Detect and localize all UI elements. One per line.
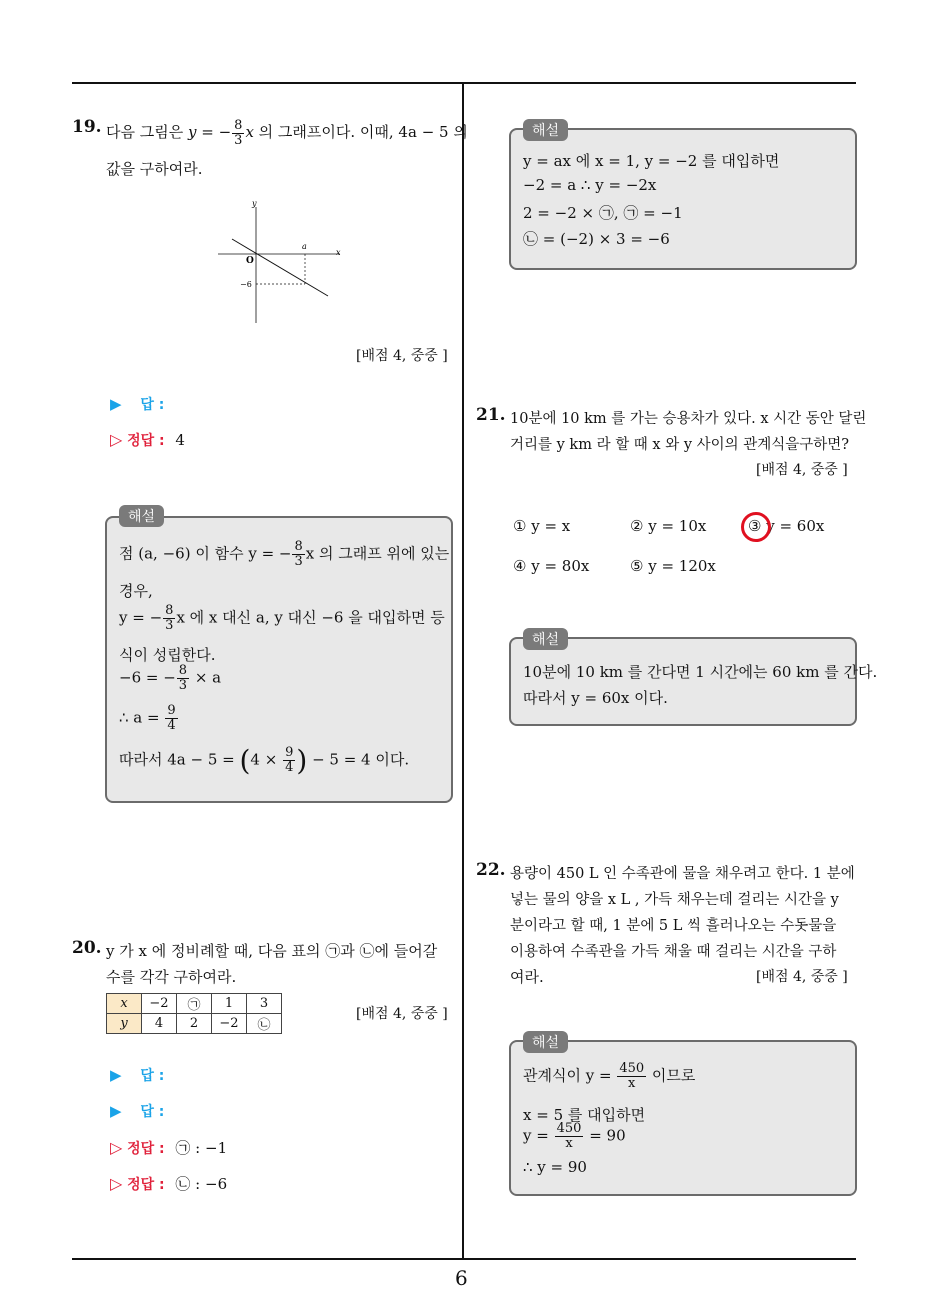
explain-line-4: ㉡ = (−2) × 3 = −6 [523,230,670,248]
option-5[interactable]: ⑤ y = 120x [630,557,716,575]
explanation-tag: 해설 [119,505,164,527]
answer-label: 답 : [140,1068,165,1084]
table-cell: x [107,994,142,1014]
option-4[interactable]: ④ y = 80x [513,557,590,575]
q19-number: 19. [72,117,102,137]
explain-line-6: ∴ a = $\frac{9}{4}$ [119,703,176,733]
explain-line-5: −6 = − $\frac{8}{3}$ × a [119,663,222,693]
q19-points: [배점 4, 중중 ] [356,348,448,364]
graph-a-label: a [302,242,307,251]
correct-label: 정답 : [127,433,165,449]
explain-line-4: 식이 성립한다. [119,646,216,664]
explanation-tag: 해설 [523,628,568,650]
correct-value: ㉡ : −6 [175,1175,228,1193]
explain-line-7: 따라서 4a − 5 = (4 × $\frac{9}{4}$ ) − 5 = 4 이다. [119,744,410,777]
correct-label: 정답 : [127,1177,165,1193]
explain-line-3: y = − $\frac{8}{3}$ x 에 x 대신 a, y 대신 −6 을 대입하면 등 [119,603,445,633]
graph-y-label: y [252,199,257,208]
q20-text-2: 수를 각각 구하여라. [106,968,237,986]
explain-line-3: y = $\frac{450}{x}$ = 90 [523,1121,626,1151]
table-cell: 3 [247,994,282,1014]
selected-answer-circle [741,512,771,542]
page-number: 6 [455,1266,468,1290]
top-rule [72,82,856,84]
explain-line-1: y = ax 에 x = 1, y = −2 를 대입하면 [523,152,780,170]
graph-x-label: x [336,248,341,257]
explain-line-4: ∴ y = 90 [523,1158,587,1176]
q22-text-3: 분이라고 할 때, 1 분에 5 L 씩 흘러나오는 수돗물을 [510,918,837,934]
q21-points: [배점 4, 중중 ] [756,462,848,478]
q19-graph [210,195,350,325]
explain-line-1: 점 (a, −6) 이 함수 y = − $\frac{8}{3}$ x 의 그래프 위에 있는 [119,539,450,569]
q19-correct-row [110,430,185,450]
q20-answer-row-1[interactable] [110,1065,164,1085]
q20-number: 20. [72,938,102,958]
q21-text-2: 거리를 y km 라 할 때 x 와 y 사이의 관계식을구하면? [510,437,850,453]
bottom-rule [72,1258,856,1260]
explain-line-2: 경우, [119,582,153,600]
q22-points: [배점 4, 중중 ] [756,969,848,985]
q20-text-1: y 가 x 에 정비례할 때, 다음 표의 ㉠과 ㉡에 들어갈 [106,942,438,960]
q21-explanation [509,632,878,726]
q22-text-1: 용량이 450 L 인 수족관에 물을 채우려고 한다. 1 분에 [510,866,855,882]
explain-line-3: 2 = −2 × ㉠, ㉠ = −1 [523,204,683,222]
table-cell: −2 [142,994,177,1014]
correct-value: ㉠ : −1 [175,1139,228,1157]
option-1[interactable]: ① y = x [513,517,571,535]
q19-answer-row[interactable] [110,394,164,414]
q19-text-2: 값을 구하여라. [106,160,203,178]
play-icon: ▶ [110,395,122,413]
explain-line-2: 따라서 y = 60x 이다. [523,689,668,707]
triangle-outline-icon: ▷ [110,430,123,449]
explain-line-2: −2 = a ∴ y = −2x [523,176,657,194]
explain-line-1: 10분에 10 km 를 간다면 1 시간에는 60 km 를 간다. [523,663,878,681]
table-row [107,1014,282,1034]
q20-correct-row-2 [110,1173,227,1194]
q19-text: 다음 그림은 y = − $\frac{8}{3}$ x 의 그래프이다. 이때, 4a − 5 의 [106,117,468,148]
table-cell: ㉠ [177,994,212,1014]
q21-number: 21. [476,405,506,425]
q22-text-5: 여라. [510,968,544,986]
q20-table [106,993,282,1034]
triangle-outline-icon: ▷ [110,1174,123,1193]
table-row [107,994,282,1014]
q22-text-2: 넣는 물의 양을 x L , 가득 채우는데 걸리는 시간을 y [510,892,839,908]
explanation-tag: 해설 [523,1031,568,1053]
correct-label: 정답 : [127,1141,165,1157]
triangle-outline-icon: ▷ [110,1138,123,1157]
graph-origin: O [246,256,254,266]
q20-answer-row-2[interactable] [110,1101,164,1121]
table-cell: 1 [212,994,247,1014]
column-divider [462,82,464,1259]
table-cell: 4 [142,1014,177,1034]
q20-correct-row-1 [110,1137,227,1158]
answer-label: 답 : [140,1104,165,1120]
q19-explanation [105,509,453,803]
correct-value: 4 [175,431,185,449]
explanation-tag: 해설 [523,119,568,141]
q21-text-1: 10분에 10 km 를 가는 승용차가 있다. x 시간 동안 달린 [510,411,867,427]
q20-explanation [509,123,857,270]
q20-points: [배점 4, 중중 ] [356,1006,448,1022]
q22-text-4: 이용하여 수족관을 가득 채울 때 걸리는 시간을 구하 [510,944,837,960]
answer-label: 답 : [140,397,165,413]
explain-line-1: 관계식이 y = $\frac{450}{x}$ 이므로 [523,1061,696,1091]
option-3[interactable]: ③ y = 60x [748,517,825,535]
table-cell: ㉡ [247,1014,282,1034]
graph-y-tick: −6 [240,280,252,289]
q22-explanation [509,1035,857,1196]
option-2[interactable]: ② y = 10x [630,517,707,535]
play-icon: ▶ [110,1102,122,1120]
table-cell: −2 [212,1014,247,1034]
play-icon: ▶ [110,1066,122,1084]
explain-line-2: x = 5 를 대입하면 [523,1106,646,1124]
table-cell: y [107,1014,142,1034]
table-cell: 2 [177,1014,212,1034]
q22-number: 22. [476,860,506,880]
